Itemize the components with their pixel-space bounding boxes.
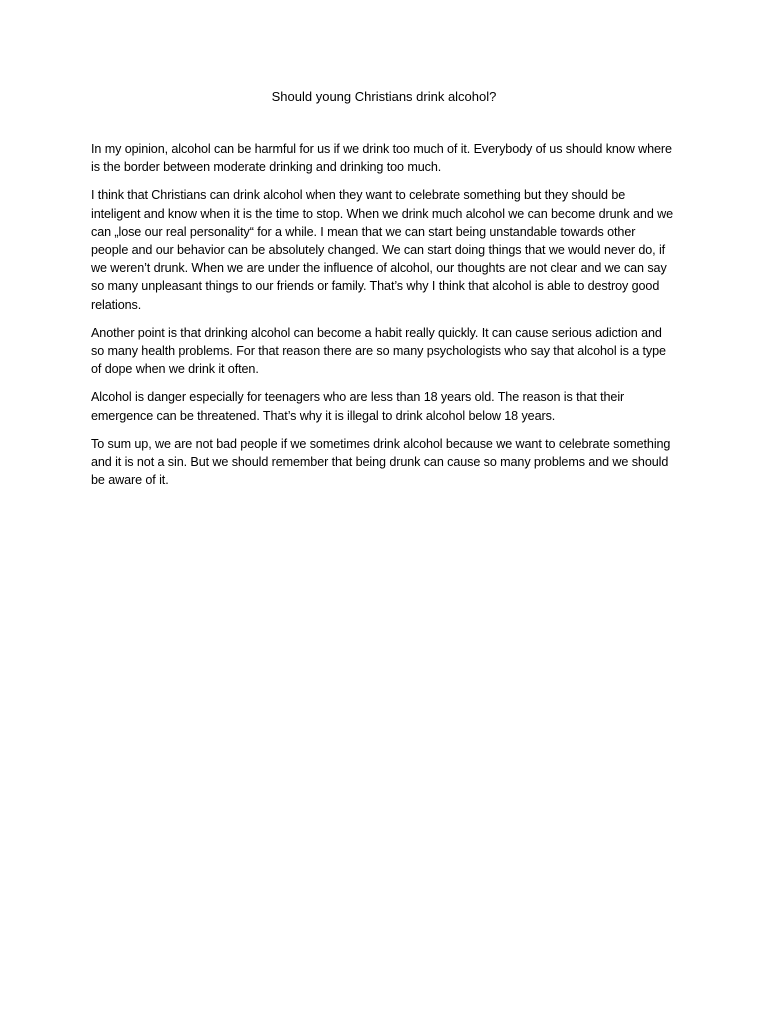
paragraph-celebration: I think that Christians can drink alcohol when they want to celebrate something but they should be inteligent and know when it is the time to stop. When we drink much alcohol we can become drunk and we can „lose our real personality“ for a while. I mean that we can start being unstandable towards other people and our behavior can be absolutely changed. We can start doing things that we would never do, if we weren’t drunk. When we are under the influence of alcohol, our thoughts are not clear and we can say so many unpleasant things to our friends or family. That’s why I think that alcohol is able to destroy good relations. [91,188,674,312]
document-title: Should young Christians drink alcohol? [271,89,497,104]
paragraph-conclusion: To sum up, we are not bad people if we sometimes drink alcohol because we want to celebrate something and it is not a sin. But we should remember that being drunk can cause so many problems and we should be aware of it. [91,436,671,488]
paragraph-habit: Another point is that drinking alcohol can become a habit really quickly. It can cause serious adiction and so many health problems. For that reason there are so many psychologists who say that alcohol is a type of dope when we drink it often. [91,325,666,377]
document-body [91,140,675,499]
paragraph-opinion: In my opinion, alcohol can be harmful for us if we drink too much of it. Everybody of us should know where is the border between moderate drinking and drinking too much. [91,142,672,175]
paragraph-teenagers: Alcohol is danger especially for teenagers who are less than 18 years old. The reason is that their emergence can be threatened. That’s why it is illegal to drink alcohol below 18 years. [91,390,625,423]
